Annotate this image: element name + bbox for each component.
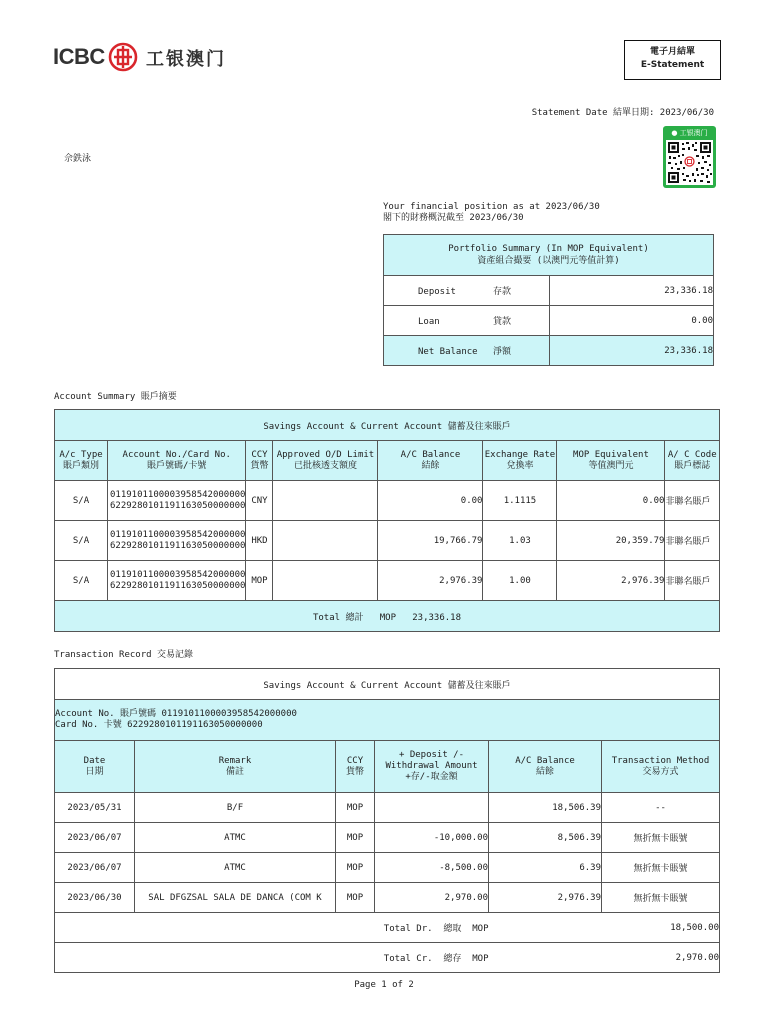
header-ac-type: A/c Type 賬戶類別 [55,441,108,481]
table-row: 2023/06/07 ATMC MOP -10,000.00 8,506.39 無折無卡賬號 [55,823,720,853]
header-od-limit: Approved O/D Limit 已批核透支額度 [273,441,378,481]
logo-chinese-name: 工银澳门 [146,49,226,70]
header-balance: A/C Balance 結餘 [489,741,602,793]
qr-code-icon [666,140,713,185]
header-date: Date 日期 [55,741,135,793]
page-number: Page 1 of 2 [354,980,414,990]
estatement-en: E-Statement [640,60,705,70]
header-balance: A/C Balance 結餘 [378,441,483,481]
qr-label: ● 工银澳门 [671,129,708,137]
header-mop-equivalent: MOP Equivalent 等值澳門元 [557,441,665,481]
financial-position-cn: 閣下的財務概況截至 2023/06/30 [383,213,524,223]
account-summary-title: Account Summary 賬戶摘要 [54,392,177,402]
total-debit-row: Total Dr. 總取 MOP 18,500.00 [55,913,720,943]
transaction-table [54,668,720,973]
portfolio-title: Portfolio Summary (In MOP Equivalent) 資產組合撮要 (以澳門元等值計算) [384,235,714,276]
portfolio-row-label: Deposit 存款 [384,276,550,306]
portfolio-row-value: 23,336.18 [550,276,714,306]
account-summary-table [54,409,720,632]
icbc-logo-icon [108,42,138,72]
account-section-title: Savings Account & Current Account 儲蓄及往來賬戶 [55,410,720,441]
header-amount: + Deposit /- Withdrawal Amount +存/-取金額 [375,741,489,793]
header-method: Transaction Method 交易方式 [602,741,720,793]
financial-position [383,202,600,224]
statement-date: Statement Date 結單日期: 2023/06/30 [531,108,714,118]
transaction-section-title: Savings Account & Current Account 儲蓄及往來賬戶 [55,669,720,700]
wechat-qr-badge [663,126,716,188]
table-row: S/A 0119101100003958542000000 6229280101191163050000000 HKD 19,766.79 1.03 20,359.79 非聯名賬戶 [55,521,720,561]
logo-text: ICBC [53,44,105,69]
table-row: 2023/06/30 SAL DFGZSAL SALA DE DANCA (COM K MOP 2,970.00 2,976.39 無折無卡賬號 [55,883,720,913]
transaction-account-info: Account No. 賬戶號碼 0119101100003958542000000 Card No. 卡號 6229280101191163050000000 [55,700,720,741]
portfolio-row-value: 23,336.18 [550,336,714,366]
portfolio-row-label: Loan 貸款 [384,306,550,336]
account-total: Total 總計 MOP 23,336.18 [55,601,720,632]
transaction-record-title: Transaction Record 交易記錄 [54,650,193,660]
header-ac-code: A/ C Code 賬戶標誌 [665,441,720,481]
portfolio-row-value: 0.00 [550,306,714,336]
header-ccy: CCY 貨幣 [336,741,375,793]
financial-position-en: Your financial position as at 2023/06/30 [383,202,600,212]
table-row: S/A 0119101100003958542000000 6229280101191163050000000 CNY 0.00 1.1115 0.00 非聯名賬戶 [55,481,720,521]
customer-name: 佘鉄泳 [64,154,92,164]
estatement-cn: 電子月結單 [649,47,695,57]
portfolio-summary-table [383,234,714,366]
header-remark: Remark 備註 [135,741,336,793]
table-row: S/A 0119101100003958542000000 6229280101191163050000000 MOP 2,976.39 1.00 2,976.39 非聯名賬戶 [55,561,720,601]
header-account-no: Account No./Card No. 賬戶號碼/卡號 [108,441,246,481]
header-ccy: CCY 貨幣 [246,441,273,481]
table-row: 2023/05/31 B/F MOP 18,506.39 -- [55,793,720,823]
total-credit-row: Total Cr. 總存 MOP 2,970.00 [55,943,720,973]
wechat-icon: ● [671,129,678,137]
portfolio-row-label: Net Balance 淨額 [384,336,550,366]
table-row: 2023/06/07 ATMC MOP -8,500.00 6.39 無折無卡賬號 [55,853,720,883]
e-statement-box [624,40,721,80]
header-exchange-rate: Exchange Rate 兌換率 [483,441,557,481]
